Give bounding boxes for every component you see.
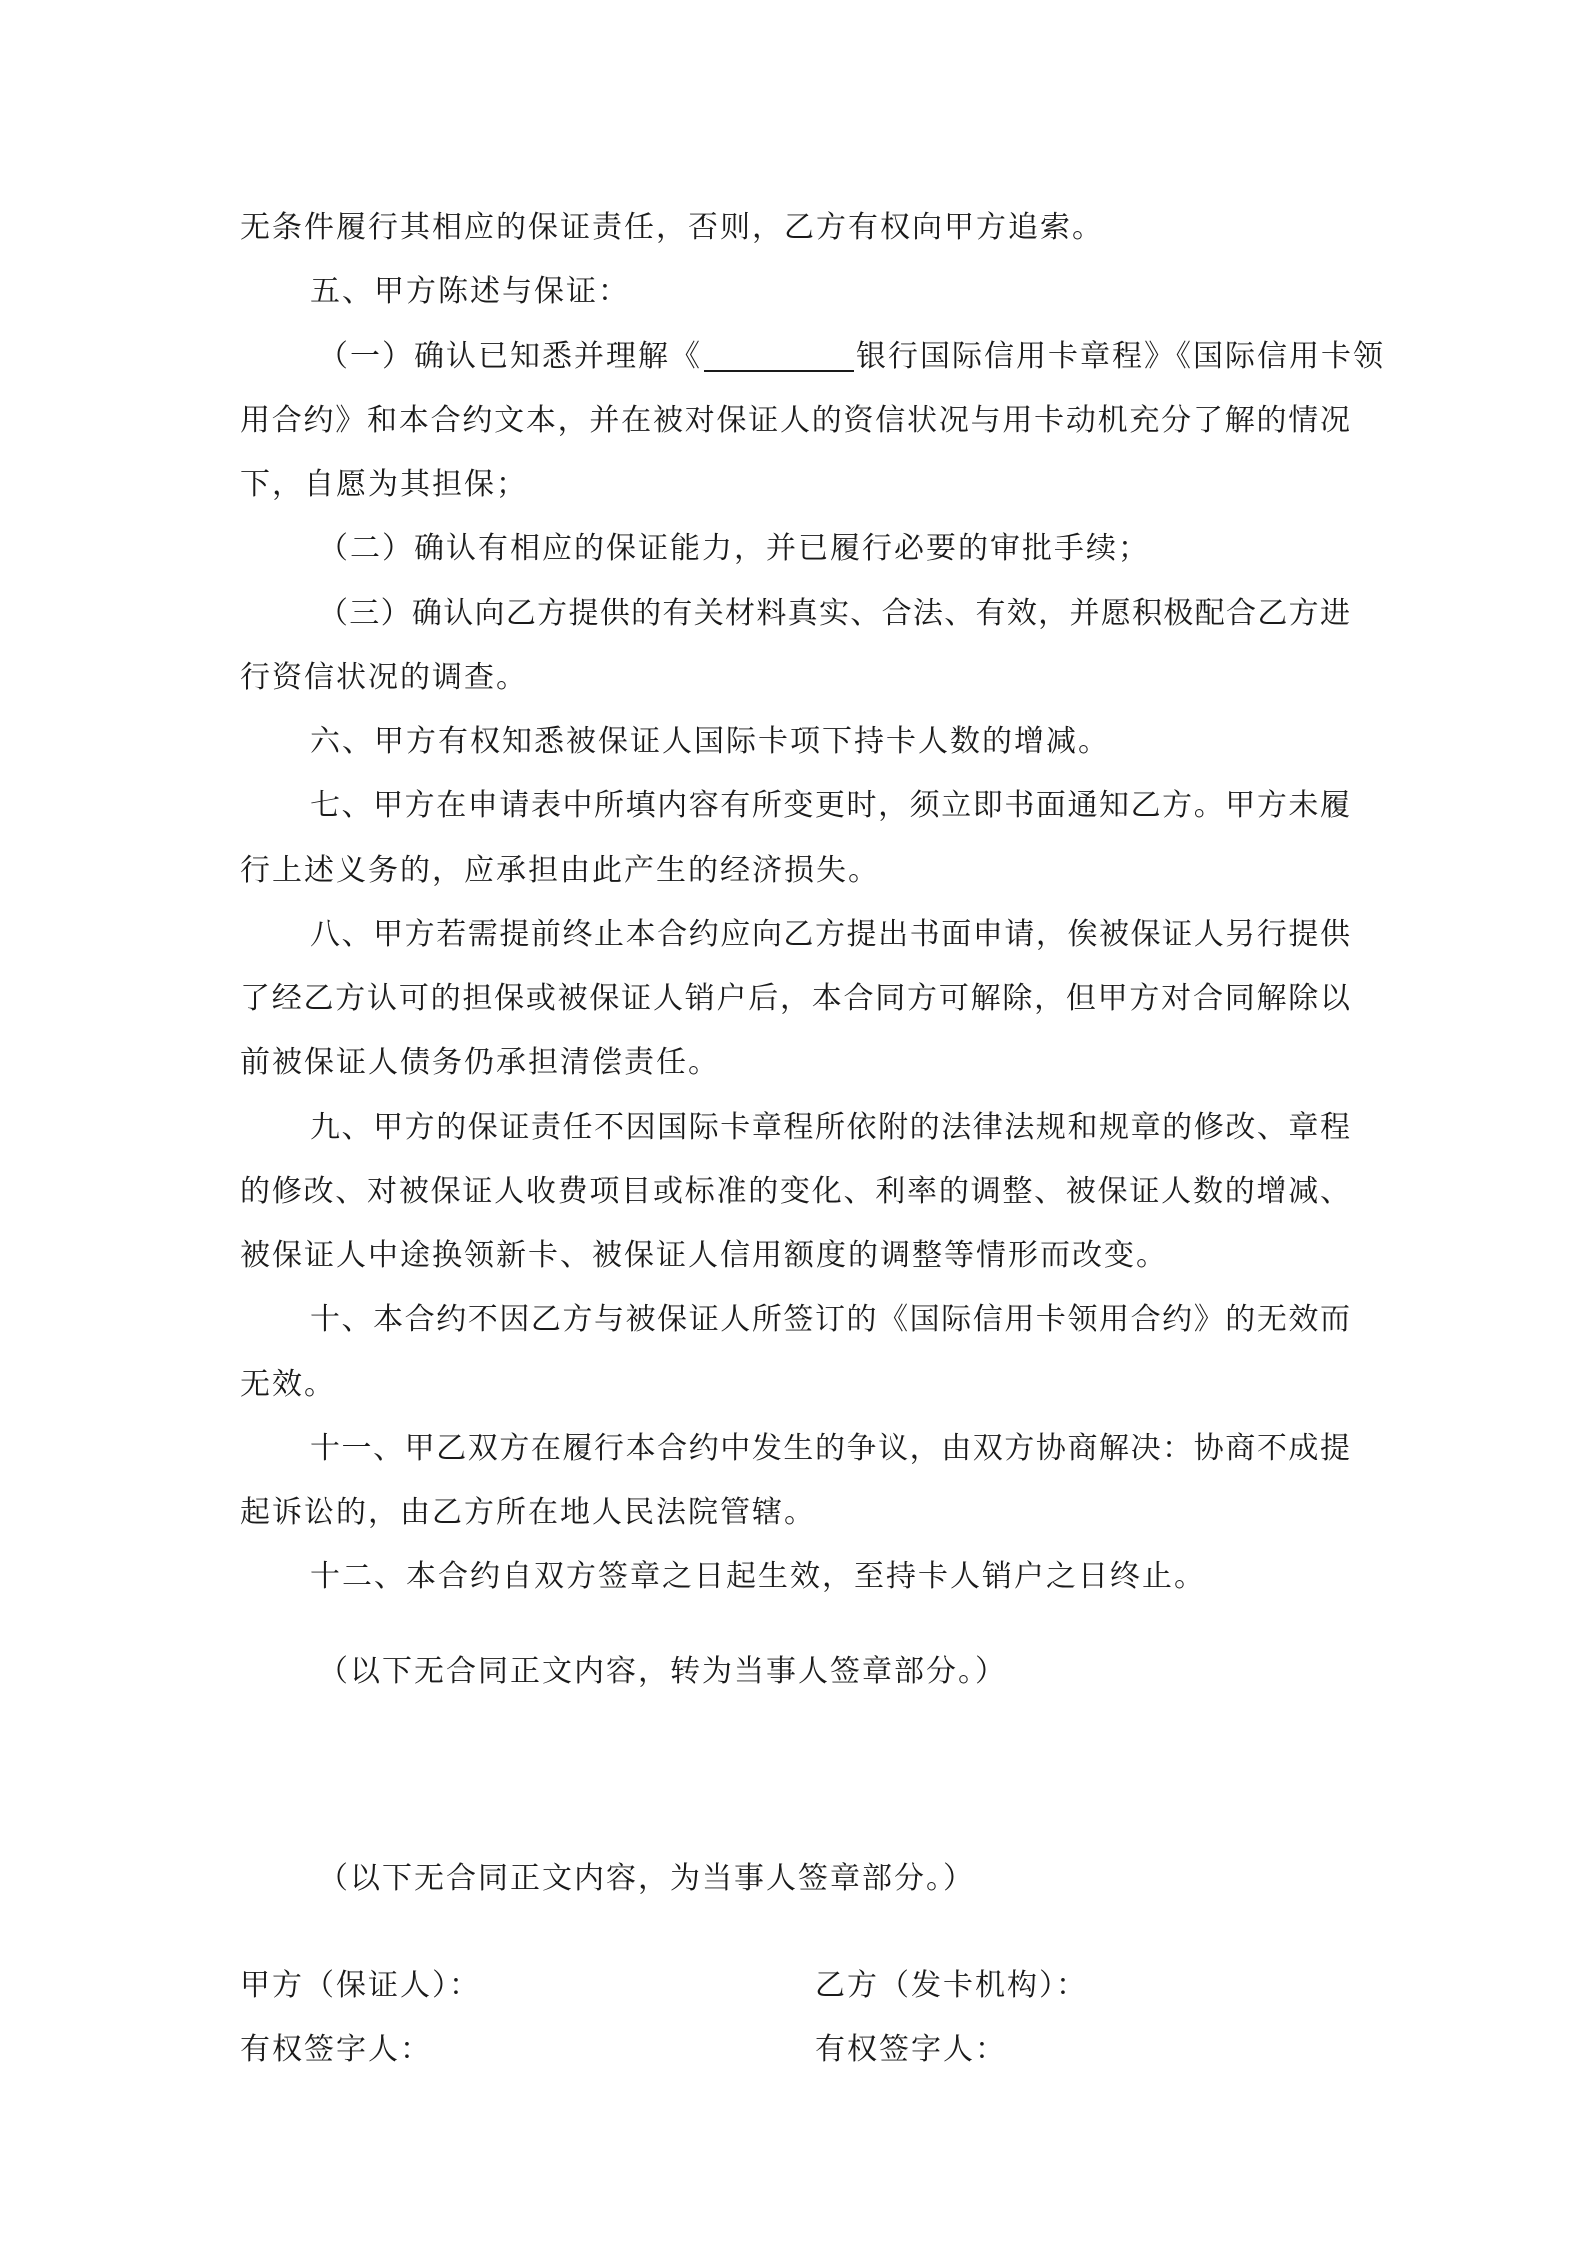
text-line: 下，自愿为其担保； [240,467,528,502]
text-line: 行资信状况的调查。 [240,660,528,695]
party-b-signatory-label: 有权签字人： [815,2032,1007,2067]
text-line: 用合约》和本合约文本，并在被对保证人的资信状况与用卡动机充分了解的情况 [240,403,1350,438]
text-fragment: 银行国际信用卡章程》《国际信用卡领 [856,339,1385,374]
text-line: （三）确认向乙方提供的有关材料真实、合法、有效，并愿积极配合乙方进 [318,596,1350,631]
text-line: 十二、本合约自双方签章之日起生效，至持卡人销户之日终止。 [310,1559,1206,1594]
text-line: 无条件履行其相应的保证责任，否则，乙方有权向甲方追索。 [240,210,1104,245]
text-line: 十一、甲乙双方在履行本合约中发生的争议，由双方协商解决：协商不成提 [310,1431,1350,1466]
party-a-signatory-label: 有权签字人： [240,2032,432,2067]
text-line: 十、本合约不因乙方与被保证人所签订的《国际信用卡领用合约》的无效而 [310,1302,1350,1337]
section-heading: 五、甲方陈述与保证： [310,274,630,309]
text-line: 无效。 [240,1367,336,1402]
text-line: （二）确认有相应的保证能力，并已履行必要的审批手续； [318,531,1150,566]
bank-name-blank [704,342,854,372]
text-line: 被保证人中途换领新卡、被保证人信用额度的调整等情形而改变。 [240,1238,1168,1273]
text-line: 九、甲方的保证责任不因国际卡章程所依附的法律法规和规章的修改、章程 [310,1110,1350,1145]
text-line: 行上述义务的，应承担由此产生的经济损失。 [240,853,880,888]
text-line: 起诉讼的，由乙方所在地人民法院管辖。 [240,1495,816,1530]
end-of-body-note: （以下无合同正文内容，为当事人签章部分。） [318,1861,975,1896]
text-line [318,337,1385,377]
party-b-label: 乙方（发卡机构）： [815,1968,1088,2003]
text-line: 了经乙方认可的担保或被保证人销户后，本合同方可解除，但甲方对合同解除以 [240,981,1350,1016]
party-a-label: 甲方（保证人）： [240,1968,481,2003]
text-line: 七、甲方在申请表中所填内容有所变更时，须立即书面通知乙方。甲方未履 [310,788,1350,823]
end-of-body-note: （以下无合同正文内容，转为当事人签章部分。） [318,1654,1007,1689]
text-fragment: （一）确认已知悉并理解《 [318,339,702,374]
text-line: 的修改、对被保证人收费项目或标准的变化、利率的调整、被保证人数的增减、 [240,1174,1350,1209]
text-line: 六、甲方有权知悉被保证人国际卡项下持卡人数的增减。 [310,724,1110,759]
text-line: 前被保证人债务仍承担清偿责任。 [240,1045,720,1080]
text-line: 八、甲方若需提前终止本合约应向乙方提出书面申请，俟被保证人另行提供 [310,917,1350,952]
